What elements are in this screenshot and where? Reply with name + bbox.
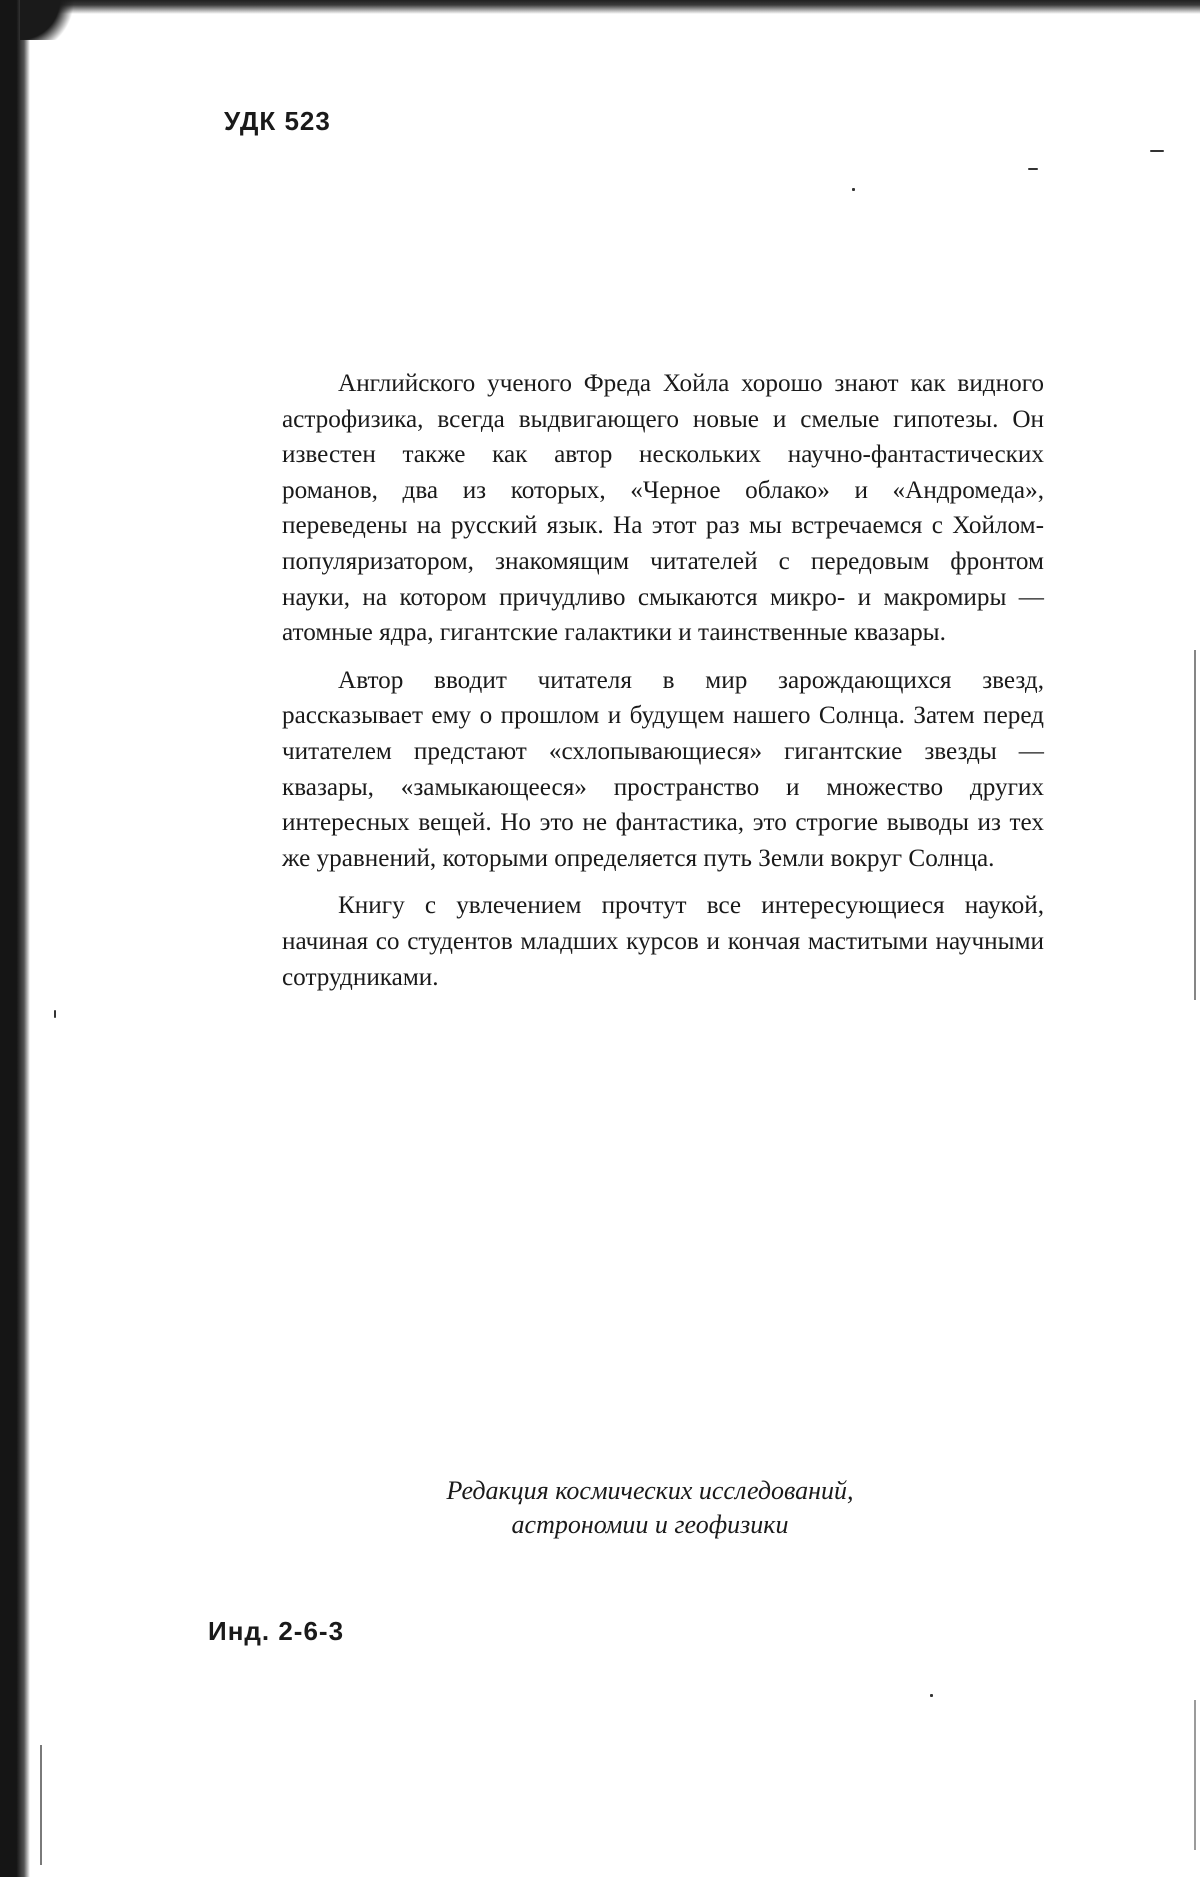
dust-speck bbox=[54, 1010, 56, 1018]
abstract-paragraph: Автор вводит читателя в мир зарождающихся звезд, рассказывает ему о прошлом и будущем нашего Солнца. Затем перед читателем предстают «схлопывающиеся» гигантские звезды — квазары, «замыкающееся» пространство и множество других интересных вещей. Но это не фантастика, это строгие выводы из тех же уравнений, которыми определяется путь Земли вокруг Солнца. bbox=[282, 666, 1044, 872]
abstract-paragraph: Книгу с увлечением прочтут все интересующиеся наукой, начиная со студентов младших курсов и кончая маститыми научными сотрудниками. bbox=[282, 892, 1044, 991]
dust-speck bbox=[1150, 150, 1164, 152]
scan-corner-shadow bbox=[20, 0, 80, 40]
dust-speck bbox=[930, 1694, 933, 1697]
index-code: Инд. 2-6-3 bbox=[208, 1616, 345, 1646]
editorial-line: астрономии и геофизики bbox=[511, 1510, 789, 1539]
book-abstract bbox=[282, 366, 1044, 1007]
dust-speck bbox=[1028, 168, 1038, 170]
scan-mark-right bbox=[1194, 650, 1196, 1000]
abstract-paragraph: Английского ученого Фреда Хойла хорошо знают как видного астрофизика, всегда выдвигающего новые и смелые гипотезы. Он известен также как автор нескольких научно-фантастических романов, два из которых, «Черное облако» и «Андромеда», переведены на русский язык. На этот раз мы встречаемся с Хойлом-популяризатором, знакомящим читателей с передовым фронтом науки, на котором причудливо смыкаются микро- и макромиры — атомные ядра, гигантские галактики и таинственные квазары. bbox=[282, 370, 1044, 647]
scan-edge-left bbox=[0, 0, 30, 1877]
scan-edge-top bbox=[0, 0, 1200, 14]
scan-mark-right bbox=[1194, 1700, 1196, 1850]
udk-code: УДК 523 bbox=[224, 106, 331, 136]
editorial-office bbox=[300, 1474, 1000, 1542]
scan-mark-left-lower bbox=[40, 1745, 42, 1865]
dust-speck bbox=[852, 188, 855, 191]
editorial-line: Редакция космических исследований, bbox=[446, 1476, 854, 1505]
